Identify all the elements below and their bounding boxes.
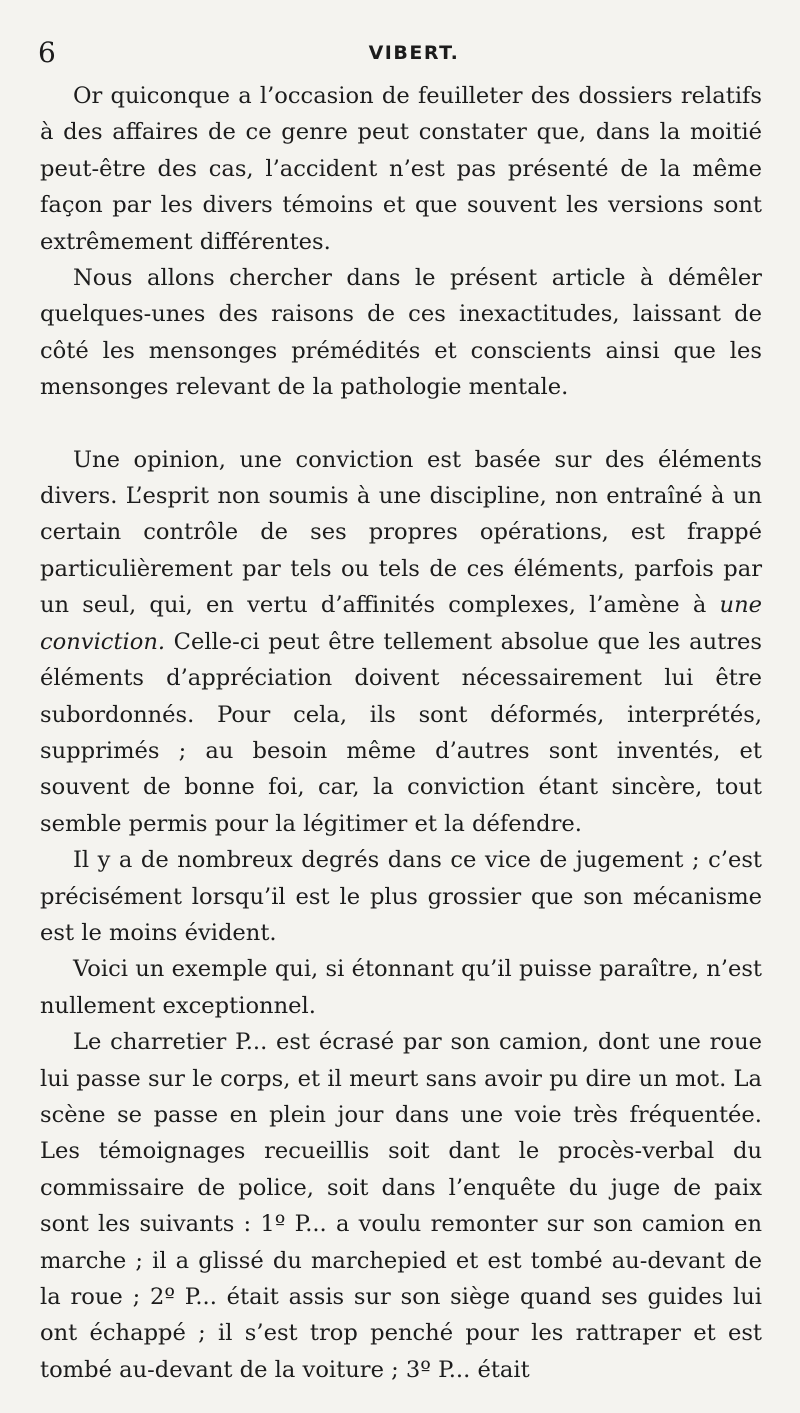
running-head: VIBERT. [368, 42, 460, 64]
paragraph-3-continuation: Celle-ci peut être tellement absolue que les autres éléments d’appréciation doivent nécessairement lui être subordonnés. Pour cela, ils sont déformés, interprétés, supprimés ; au besoin même d’autres sont inventés, et souvent de bonne foi, car, la conviction étant sincère, tout semble permis pour la légitimer et la défendre. [40, 628, 763, 837]
paragraph-1: Or quiconque a l’occasion de feuilleter des dossiers relatifs à des affaires de ce genre peut constater que, dans la moitié peut-être des cas, l’accident n’est pas présenté de la même façon par les divers témoins et que souvent les versions sont extrêmement différentes. [40, 83, 762, 255]
paragraph-3-text: Une opinion, une conviction est basée sur des éléments divers. L’esprit non soumis à une discipline, non entraîné à un certain contrôle de ses propres opérations, est frappé particulièrement par tels ou tels de ces éléments, parfois par un seul, qui, en vertu d’affinités complexes, l’amène à [40, 446, 762, 619]
paragraph-3 [40, 442, 762, 842]
paragraph-2: Nous allons chercher dans le présent article à démêler quelques-unes des raisons de ces inexactitudes, laissant de côté les mensonges prémédités et conscients ainsi que les mensonges relevant de la pathologie mentale. [40, 265, 762, 401]
italic-phrase: une conviction. [40, 592, 762, 655]
paragraph-4: Il y a de nombreux degrés dans ce vice de jugement ; c’est précisément lorsqu’il est le plus grossier que son mécanisme est le moins évident. [40, 847, 762, 946]
body-text [40, 78, 762, 1388]
paragraph-6: Le charretier P... est écrasé par son camion, dont une roue lui passe sur le corps, et il meurt sans avoir pu dire un mot. La scène se passe en plein jour dans une voie très fréquentée. Les témoignages recueillis soit dant le procès-verbal du commissaire de police, soit dans l’enquête du juge de paix sont les suivants : 1º P... a voulu remonter sur son camion en marche ; il a glissé du marchepied et est tombé au-devant de la roue ; 2º P... était assis sur son siège quand ses guides lui ont échappé ; il s’est trop penché pour les rattraper et est tombé au-devant de la voiture ; 3º P... était [40, 1029, 762, 1383]
paragraph-5: Voici un exemple qui, si étonnant qu’il puisse paraître, n’est nullement exceptionnel. [40, 956, 762, 1019]
page-header [38, 36, 760, 70]
page-number: 6 [38, 36, 56, 69]
